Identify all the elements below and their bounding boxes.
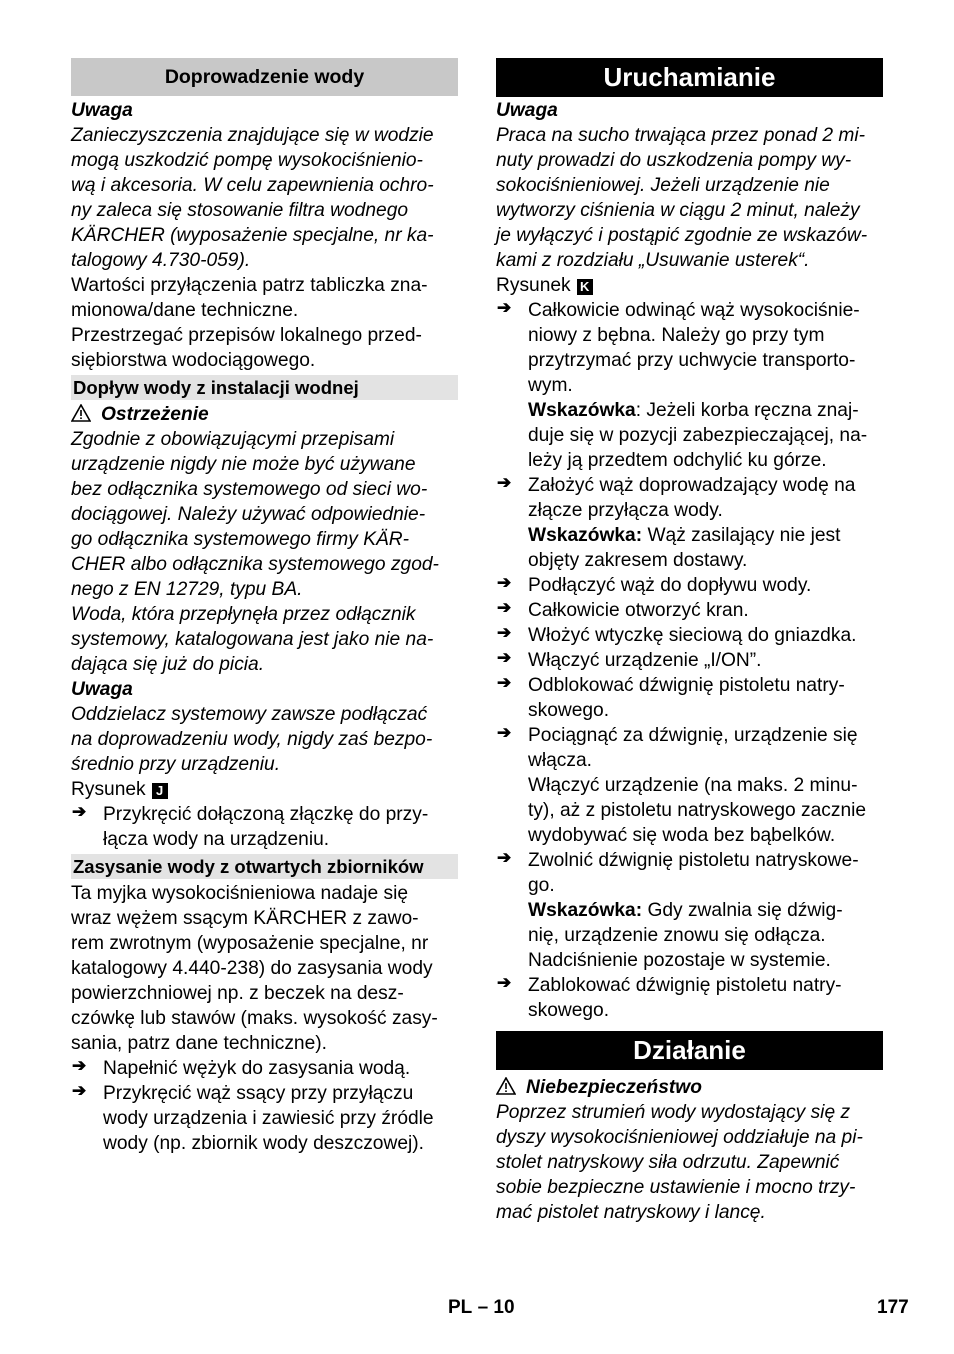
figure-letter-badge: J	[152, 783, 168, 799]
caution-text: Praca na sucho trwająca przez ponad 2 mi- nuty prowadzi do uszkodzenia pompy wy- sokociśnieniowej. Jeżeli urządzenie nie wytworzy ciśnienia w ciągu 2 minut, należy je wyłączyć i postąpić zgodnie ze wskazów- kami z rozdziału „Usuwanie usterek“.	[496, 125, 868, 271]
paragraph: Wartości przyłączenia patrz tabliczka zna- mionowa/dane techniczne. Przestrzegać przepisów lokalnego przed- siębiorstwa wodociągowego.	[71, 275, 428, 371]
instruction-step: ➔ Całkowicie otworzyć kran.	[497, 598, 749, 621]
page-number: 177	[877, 1297, 909, 1318]
warning-label: Ostrzeżenie	[71, 402, 458, 427]
subsection-heading-open-containers: Zasysanie wody z otwartych zbiorników	[71, 854, 458, 879]
arrow-right-icon: ➔	[497, 723, 512, 742]
note: Wskazówka: Wąż zasilający nie jest	[528, 525, 841, 546]
instruction-step: ➔ Założyć wąż doprowadzający wodę na złącze przyłącza wody. Wskazówka: Wąż zasilający nie jest objęty zakresem dostawy.	[496, 473, 883, 573]
arrow-right-icon: ➔	[497, 573, 512, 592]
instruction-step: ➔ Zablokować dźwignię pistoletu natry- skowego.	[497, 973, 842, 1021]
arrow-right-icon: ➔	[497, 648, 512, 667]
footer-page-reference: PL – 10	[448, 1297, 515, 1318]
figure-reference: Rysunek K	[496, 273, 883, 298]
figure-letter-badge: K	[577, 279, 593, 295]
instruction-step: ➔ Odblokować dźwignię pistoletu natry- skowego.	[497, 673, 845, 721]
instruction-step: ➔ Włączyć urządzenie „I/ON”.	[497, 648, 762, 671]
chapter-heading-start-up: Uruchamianie	[496, 58, 883, 97]
caution-text: Zanieczyszczenia znajdujące się w wodzie mogą uszkodzić pompę wysokociśnienio- wą i akcesoria. W celu zapewnienia ochro- ny zaleca się stosowanie filtra wodnego KÄRCHER (wyposażenie specjalne, nr ka- talogowy 4.730-059).	[71, 125, 434, 271]
arrow-right-icon: ➔	[497, 623, 512, 642]
instruction-step: ➔ Podłączyć wąż do dopływu wody.	[497, 573, 812, 596]
paragraph: Ta myjka wysokociśnieniowa nadaje się wraz wężem ssącym KÄRCHER z zawo- rem zwrotnym (wyposażenie specjalne, nr katalogowy 4.440-238) do zasysania wody powierzchniowej np. z beczek na desz- czówkę lub stawów (maks. wysokość zasy- sania, patrz dane techniczne).	[71, 883, 438, 1054]
instruction-step: ➔ Całkowicie odwinąć wąż wysokociśnie- niowy z bębna. Należy go przy tym przytrzymać przy uchwycie transporto- wym. Wskazówka: Jeżeli korba ręczna znaj- duje się w pozycji zabezpieczającej, na- leży ją przedtem odchylić ku górze.	[496, 298, 883, 473]
warning-triangle-icon	[71, 404, 91, 422]
subsection-heading-mains-water: Dopływ wody z instalacji wodnej	[71, 375, 458, 400]
warning-triangle-icon	[496, 1077, 516, 1095]
instruction-step: ➔ Włożyć wtyczkę sieciową do gniazdka.	[497, 623, 857, 646]
instruction-step: ➔ Zwolnić dźwignię pistoletu natryskowe- go. Wskazówka: Gdy zwalnia się dźwig- nię, urządzenie znowu się odłącza. Nadciśnienie pozostaje w systemie.	[496, 848, 883, 973]
arrow-right-icon: ➔	[72, 1056, 87, 1075]
arrow-right-icon: ➔	[497, 848, 512, 867]
caution-label: Uwaga	[71, 679, 133, 700]
arrow-right-icon: ➔	[497, 598, 512, 617]
arrow-right-icon: ➔	[497, 473, 512, 492]
right-column	[496, 58, 883, 1225]
instruction-step: ➔ Przykręcić dołączoną złączkę do przy- łącza wody na urządzeniu.	[72, 802, 429, 850]
arrow-right-icon: ➔	[497, 298, 512, 317]
arrow-right-icon: ➔	[72, 802, 87, 821]
instruction-step: ➔ Przykręcić wąż ssący przy przyłączu wody urządzenia i zawiesić przy źródle wody (np. zbiornik wody deszczowej).	[72, 1081, 434, 1154]
arrow-right-icon: ➔	[72, 1081, 87, 1100]
chapter-heading-operation: Działanie	[496, 1031, 883, 1070]
left-column	[71, 58, 458, 1156]
figure-reference: Rysunek J	[71, 777, 458, 802]
warning-text: Zgodnie z obowiązującymi przepisami urządzenie nigdy nie może być używane bez odłącznika systemowego od sieci wo- dociągowej. Należy używać odpowiednie- go odłącznika systemowego firmy KÄR- CHER albo odłącznika systemowego zgod- nego z EN 12729, typu BA. Woda, która przepłynęła przez odłącznik systemowy, katalogowana jest jako nie na- dająca się już do picia.	[71, 429, 439, 675]
instruction-step: ➔ Pociągnąć za dźwignię, urządzenie się włącza. Włączyć urządzenie (na maks. 2 minu- ty), aż z pistoletu natryskowego zacznie wydobywać się woda bez bąbelków.	[497, 723, 867, 846]
caution-label: Uwaga	[71, 100, 133, 121]
note: Wskazówka: Jeżeli korba ręczna znaj-	[528, 400, 859, 421]
danger-text: Poprzez strumień wody wydostający się z dyszy wysokociśnieniowej oddziałuje na pi- stolet natryskowy siła odrzutu. Zapewnić sobie bezpieczne ustawienie i mocno trzy- mać pistolet natryskowy i lancę.	[496, 1102, 863, 1223]
section-heading-water-supply: Doprowadzenie wody	[71, 58, 458, 96]
caution-label: Uwaga	[496, 100, 558, 121]
arrow-right-icon: ➔	[497, 673, 512, 692]
note: Wskazówka: Gdy zwalnia się dźwig-	[528, 900, 843, 921]
caution-text: Oddzielacz systemowy zawsze podłączać na doprowadzeniu wody, nigdy zaś bezpo- średnio przy urządzeniu.	[71, 704, 433, 775]
arrow-right-icon: ➔	[497, 973, 512, 992]
danger-label: Niebezpieczeństwo	[496, 1075, 883, 1100]
instruction-step: ➔ Napełnić wężyk do zasysania wodą.	[72, 1056, 411, 1079]
